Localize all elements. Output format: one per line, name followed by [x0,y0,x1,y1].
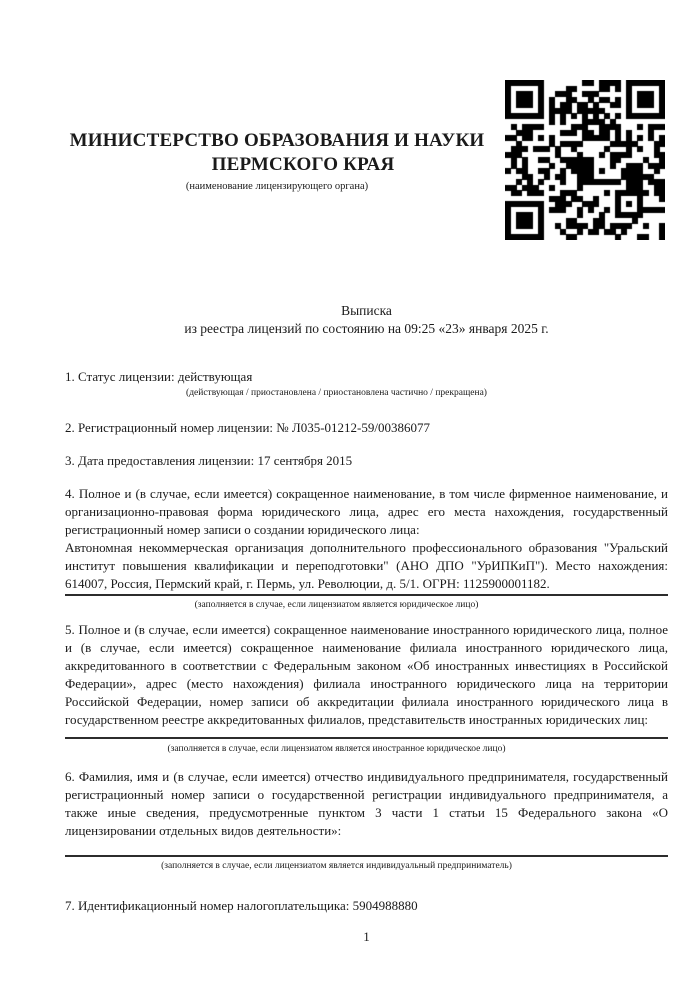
legal-entity-caption: (заполняется в случае, если лицензиатом является юридическое лицо) [194,600,479,610]
individual-entrepreneur-fill-rule [65,855,668,857]
page-number: 1 [363,929,370,944]
item-4-legal-entity [65,485,668,592]
item-2-registration-number: 2. Регистрационный номер лицензии: № Л035-01212-59/00386077 [65,420,431,435]
item-4-legal-entity-value: Автономная некоммерческая организация дополнительного профессионального образования "Уральский институт повышения квалификации и переподготовки" (АНО ДПО "УрИПКиП"). Место нахождения: 614007, Россия, Пермский край, г. Пермь, ул. Революции, д. 5/1. ОГРН: 1125900001182. [65,539,668,591]
item-3-grant-date: 3. Дата предоставления лицензии: 17 сентября 2015 [65,453,353,468]
org-name-caption: (наименование лицензирующего органа) [185,181,369,192]
org-name-line1: МИНИСТЕРСТВО ОБРАЗОВАНИЯ И НАУКИ [69,130,485,151]
item-7-taxpayer-number: 7. Идентификационный номер налогоплательщика: 5904988880 [65,898,418,913]
item-6-individual-entrepreneur: 6. Фамилия, имя и (в случае, если имеется) отчество индивидуального предпринимателя, государственный регистрационный номер записи о государственной регистрации индивидуального предпринимателя, а также иные сведения, предусмотренные пунктом 3 части 1 статьи 15 Федерального закона «О лицензировании отдельных видов деятельности»: [65,769,668,838]
legal-entity-fill-rule [65,594,668,596]
extract-title: Выписка [341,303,392,318]
licensing-authority-header [60,129,494,192]
item-4-legal-entity-text: 4. Полное и (в случае, если имеется) сокращенное наименование, в том числе фирменное наименование, и организационно-правовая форма юридического лица, адрес его места нахождения, государственный регистрационный номер записи о создании юридического лица: [65,486,668,537]
foreign-entity-caption: (заполняется в случае, если лицензиатом является иностранное юридическое лицо) [167,744,506,754]
extract-subtitle: из реестра лицензий по состоянию на 09:25 «23» января 2025 г. [184,321,549,336]
foreign-entity-fill-rule [65,737,668,739]
item-1-license-status: 1. Статус лицензии: действующая [65,369,253,384]
license-status-caption: (действующая / приостановлена / приостановлена частично / прекращена) [186,388,487,398]
org-name [60,129,494,177]
qr-code [505,80,665,240]
org-name-line2: ПЕРМСКОГО КРАЯ [211,154,395,175]
item-5-foreign-entity: 5. Полное и (в случае, если имеется) сокращенное наименование иностранного юридического лица, полное и (в случае, если имеется) сокращенное наименование филиала иностранного юридического лица, аккредитованного в соответствии с Федеральным законом «Об иностранных инвестициях в Российской Федерации», адрес (место нахождения) филиала иностранного юридического лица на территории Российской Федерации, номер записи об аккредитации филиала иностранного юридического лица в государственном реестре аккредитованных филиалов, представительств иностранных юридических лиц: [65,622,668,727]
extract-title-block [65,302,668,338]
individual-entrepreneur-caption: (заполняется в случае, если лицензиатом является индивидуальный предприниматель) [161,861,512,871]
